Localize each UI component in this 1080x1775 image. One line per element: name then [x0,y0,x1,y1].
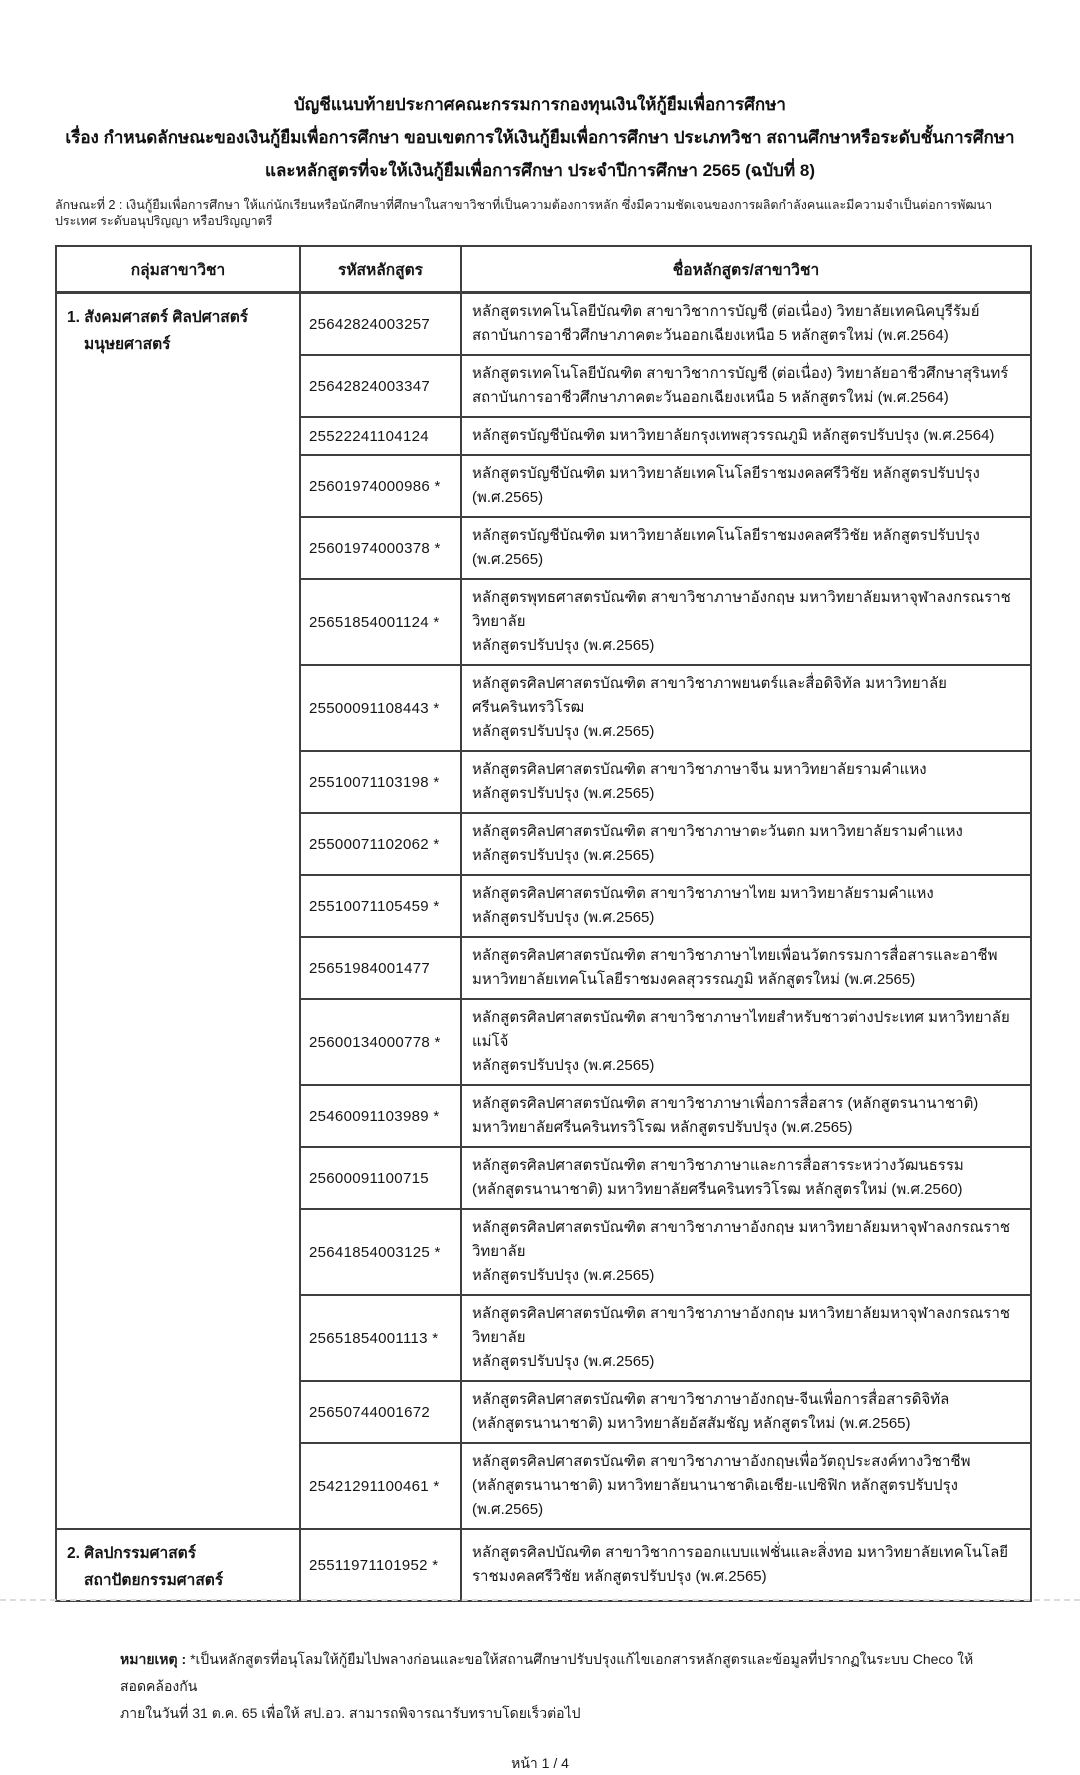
course-name-line: หลักสูตรศิลปศาสตรบัณฑิต สาขาวิชาภาษาอังกฤษเพื่อวัตถุประสงค์ทางวิชาชีพ [472,1453,971,1470]
course-name-line: หลักสูตรปรับปรุง (พ.ศ.2565) [472,1353,655,1370]
course-name-line: (หลักสูตรนานาชาติ) มหาวิทยาลัยอัสสัมชัญ หลักสูตรใหม่ (พ.ศ.2565) [472,1415,911,1432]
course-code-cell: 25651984001477 [300,937,461,999]
course-name-cell [461,665,1031,751]
document-subnote: ลักษณะที่ 2 : เงินกู้ยืมเพื่อการศึกษา ให้แก่นักเรียนหรือนักศึกษาที่ศึกษาในสาขาวิชาที่เป็นความต้องการหลัก ซึ่งมีความชัดเจนของการผลิตกำลังคนและมีความจำเป็นต่อการพัฒนาประเทศ ระดับอนุปริญญา หรือปริญญาตรี [55,198,993,228]
document-title [0,88,1080,187]
course-name-line: หลักสูตรศิลปศาสตรบัณฑิต สาขาวิชาภาษาอังกฤษ-จีนเพื่อการสื่อสารดิจิทัล [472,1391,950,1408]
course-code-cell: 25510071103198 * [300,751,461,813]
course-name-line: มหาวิทยาลัยเทคโนโลยีราชมงคลสุวรรณภูมิ หลักสูตรใหม่ (พ.ศ.2565) [472,971,916,988]
column-header-code: รหัสหลักสูตร [300,246,461,293]
course-code-cell: 25511971101952 * [300,1529,461,1601]
document-page [0,88,1080,1771]
course-name-cell [461,751,1031,813]
course-name-cell [461,813,1031,875]
table-header-row [56,246,1031,293]
footnote [120,1646,1020,1727]
course-name-line: หลักสูตรบัญชีบัณฑิต มหาวิทยาลัยเทคโนโลยีราชมงคลศรีวิชัย หลักสูตรปรับปรุง (พ.ศ.2565) [472,527,980,568]
group-label-line: 2. ศิลปกรรมศาสตร์ [67,1545,197,1562]
course-table [55,245,1032,1602]
course-name-line: มหาวิทยาลัยศรีนครินทรวิโรฒ หลักสูตรปรับปรุง (พ.ศ.2565) [472,1119,853,1136]
course-code-cell: 25600134000778 * [300,999,461,1085]
course-name-line: หลักสูตรปรับปรุง (พ.ศ.2565) [472,1267,655,1284]
course-name-line: หลักสูตรปรับปรุง (พ.ศ.2565) [472,785,655,802]
group-cell [56,1529,300,1601]
course-name-cell [461,999,1031,1085]
course-name-cell [461,455,1031,517]
title-line-2: เรื่อง กำหนดลักษณะของเงินกู้ยืมเพื่อการศึกษา ขอบเขตการให้เงินกู้ยืมเพื่อการศึกษา ประเภทวิชา สถานศึกษาหรือระดับชั้นการศึกษา [65,128,1015,147]
course-name-cell [461,579,1031,665]
footnote-label: หมายเหตุ : [120,1651,187,1667]
course-code-cell: 25642824003257 [300,293,461,356]
course-name-line: สถาบันการอาชีวศึกษาภาคตะวันออกเฉียงเหนือ 5 หลักสูตรใหม่ (พ.ศ.2564) [472,327,949,344]
course-code-cell: 25500091108443 * [300,665,461,751]
course-name-cell [461,1209,1031,1295]
footnote-text-line1: *เป็นหลักสูตรที่อนุโลมให้กู้ยืมไปพลางก่อนและขอให้สถานศึกษาปรับปรุงแก้ไขเอกสารหลักสูตรและข้อมูลที่ปรากฏในระบบ Checo ให้สอดคล้องกัน [120,1651,974,1694]
page-number: หน้า 1 / 4 [511,1755,569,1771]
course-name-cell [461,1147,1031,1209]
course-code-cell: 25601974000986 * [300,455,461,517]
table-row [56,1529,1031,1601]
course-name-cell [461,1295,1031,1381]
course-name-line: หลักสูตรศิลปศาสตรบัณฑิต สาขาวิชาภาษาไทยสำหรับชาวต่างประเทศ มหาวิทยาลัยแม่โจ้ [472,1009,1010,1050]
course-code-cell: 25651854001113 * [300,1295,461,1381]
course-name-cell [461,517,1031,579]
group-label-line: 1. สังคมศาสตร์ ศิลปศาสตร์ [67,309,249,326]
course-code-cell: 25421291100461 * [300,1443,461,1529]
course-name-cell [461,937,1031,999]
course-code-cell: 25651854001124 * [300,579,461,665]
course-name-line: หลักสูตรพุทธศาสตรบัณฑิต สาขาวิชาภาษาอังกฤษ มหาวิทยาลัยมหาจุฬาลงกรณราชวิทยาลัย [472,589,1011,630]
course-name-cell [461,875,1031,937]
course-name-line: หลักสูตรศิลปศาสตรบัณฑิต สาขาวิชาภาษาไทย มหาวิทยาลัยรามคำแหง [472,885,934,902]
course-name-cell [461,1529,1031,1601]
course-name-cell [461,417,1031,455]
course-code-cell: 25510071105459 * [300,875,461,937]
course-code-cell: 25601974000378 * [300,517,461,579]
footnote-text-line2: ภายในวันที่ 31 ต.ค. 65 เพื่อให้ สป.อว. สามารถพิจารณารับทราบโดยเร็วต่อไป [120,1705,581,1721]
course-name-line: หลักสูตรศิลปศาสตรบัณฑิต สาขาวิชาภาพยนตร์และสื่อดิจิทัล มหาวิทยาลัยศรีนครินทรวิโรฒ [472,675,947,716]
course-name-line: (หลักสูตรนานาชาติ) มหาวิทยาลัยนานาชาติเอเชีย-แปซิฟิก หลักสูตรปรับปรุง (พ.ศ.2565) [472,1477,958,1518]
course-code-cell: 25650744001672 [300,1381,461,1443]
course-name-line: สถาบันการอาชีวศึกษาภาคตะวันออกเฉียงเหนือ 5 หลักสูตรใหม่ (พ.ศ.2564) [472,389,949,406]
course-name-line: หลักสูตรปรับปรุง (พ.ศ.2565) [472,1057,655,1074]
course-code-cell: 25500071102062 * [300,813,461,875]
course-name-line: หลักสูตรศิลปศาสตรบัณฑิต สาขาวิชาภาษาจีน มหาวิทยาลัยรามคำแหง [472,761,927,778]
page-bottom-divider [0,1599,1080,1601]
course-code-cell: 25642824003347 [300,355,461,417]
course-name-line: หลักสูตรปรับปรุง (พ.ศ.2565) [472,847,655,864]
course-name-line: หลักสูตรเทคโนโลยีบัณฑิต สาขาวิชาการบัญชี (ต่อเนื่อง) วิทยาลัยเทคนิคบุรีรัมย์ [472,303,980,320]
course-code-cell: 25522241104124 [300,417,461,455]
course-name-cell [461,293,1031,356]
course-name-line: หลักสูตรศิลปศาสตรบัณฑิต สาขาวิชาภาษาอังกฤษ มหาวิทยาลัยมหาจุฬาลงกรณราชวิทยาลัย [472,1219,1011,1260]
course-name-cell [461,1443,1031,1529]
column-header-group: กลุ่มสาขาวิชา [56,246,300,293]
course-name-line: หลักสูตรบัญชีบัณฑิต มหาวิทยาลัยกรุงเทพสุวรรณภูมิ หลักสูตรปรับปรุง (พ.ศ.2564) [472,427,995,444]
course-name-line: หลักสูตรเทคโนโลยีบัณฑิต สาขาวิชาการบัญชี (ต่อเนื่อง) วิทยาลัยอาชีวศึกษาสุรินทร์ [472,365,1009,382]
table-row [56,293,1031,356]
course-name-line: หลักสูตรศิลปศาสตรบัณฑิต สาขาวิชาภาษาและการสื่อสารระหว่างวัฒนธรรม [472,1157,964,1174]
title-line-3: และหลักสูตรที่จะให้เงินกู้ยืมเพื่อการศึกษา ประจำปีการศึกษา 2565 (ฉบับที่ 8) [264,161,815,180]
course-name-line: หลักสูตรปรับปรุง (พ.ศ.2565) [472,637,655,654]
course-code-cell: 25600091100715 [300,1147,461,1209]
course-name-cell [461,1085,1031,1147]
course-name-cell [461,355,1031,417]
course-name-line: ราชมงคลศรีวิชัย หลักสูตรปรับปรุง (พ.ศ.2565) [472,1568,767,1585]
course-code-cell: 25641854003125 * [300,1209,461,1295]
group-label-line: มนุษยศาสตร์ [84,336,171,353]
course-name-line: หลักสูตรศิลปศาสตรบัณฑิต สาขาวิชาภาษาเพื่อการสื่อสาร (หลักสูตรนานาชาติ) [472,1095,979,1112]
column-header-name: ชื่อหลักสูตร/สาขาวิชา [461,246,1031,293]
course-table-body [56,293,1031,1602]
title-line-1: บัญชีแนบท้ายประกาศคณะกรรมการกองทุนเงินให้กู้ยืมเพื่อการศึกษา [294,95,786,114]
course-code-cell: 25460091103989 * [300,1085,461,1147]
course-name-line: หลักสูตรปรับปรุง (พ.ศ.2565) [472,723,655,740]
course-name-line: หลักสูตรศิลปศาสตรบัณฑิต สาขาวิชาภาษาอังกฤษ มหาวิทยาลัยมหาจุฬาลงกรณราชวิทยาลัย [472,1305,1011,1346]
group-cell [56,293,300,1530]
course-name-line: หลักสูตรศิลปศาสตรบัณฑิต สาขาวิชาภาษาตะวันตก มหาวิทยาลัยรามคำแหง [472,823,963,840]
course-name-line: หลักสูตรปรับปรุง (พ.ศ.2565) [472,909,655,926]
group-label-line: สถาปัตยกรรมศาสตร์ [84,1572,224,1589]
course-name-cell [461,1381,1031,1443]
course-name-line: หลักสูตรศิลปศาสตรบัณฑิต สาขาวิชาภาษาไทยเพื่อนวัตกรรมการสื่อสารและอาชีพ [472,947,998,964]
course-name-line: หลักสูตรบัญชีบัณฑิต มหาวิทยาลัยเทคโนโลยีราชมงคลศรีวิชัย หลักสูตรปรับปรุง (พ.ศ.2565) [472,465,980,506]
course-name-line: (หลักสูตรนานาชาติ) มหาวิทยาลัยศรีนครินทรวิโรฒ หลักสูตรใหม่ (พ.ศ.2560) [472,1181,963,1198]
course-name-line: หลักสูตรศิลปบัณฑิต สาขาวิชาการออกแบบแฟชั่นและสิ่งทอ มหาวิทยาลัยเทคโนโลยี [472,1544,1009,1561]
